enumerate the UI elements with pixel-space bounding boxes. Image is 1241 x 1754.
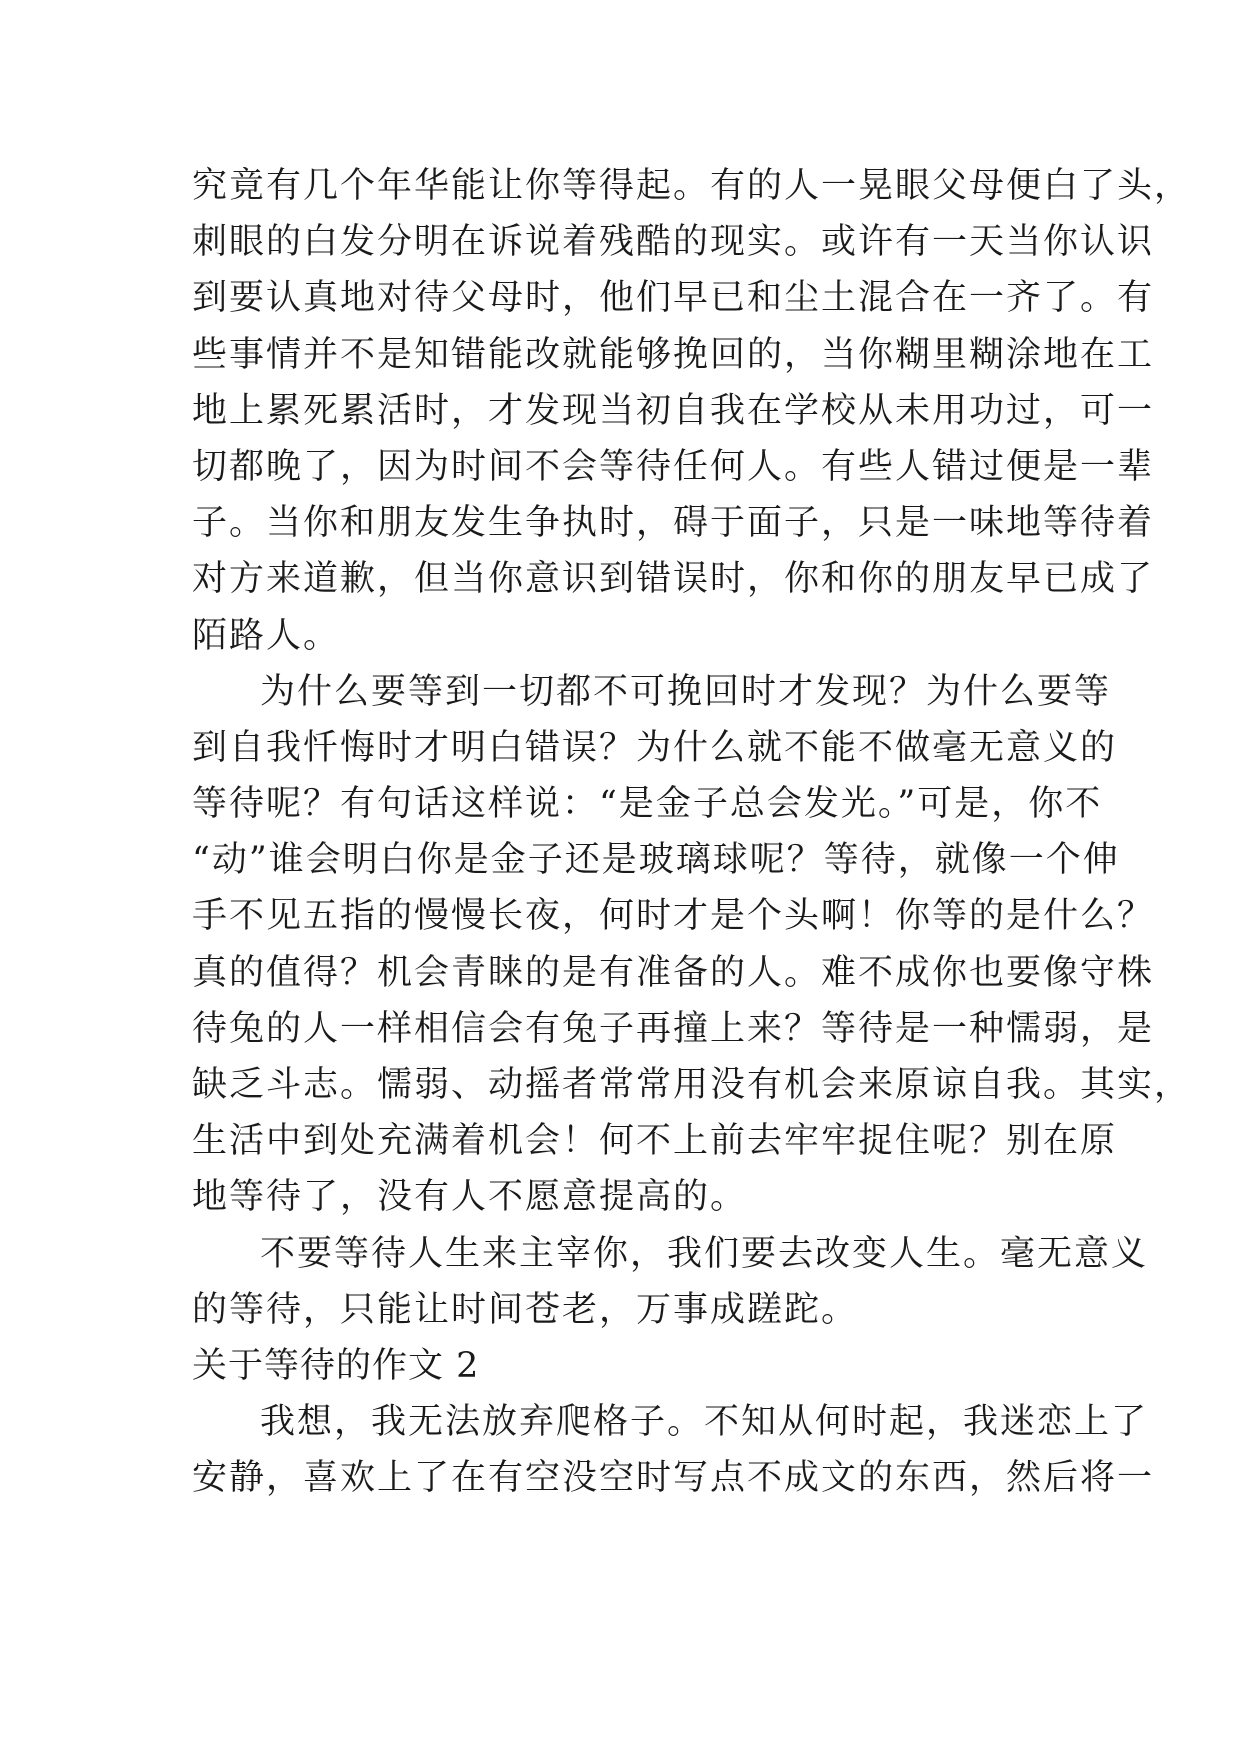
paragraph-1-line: 陌路人。 xyxy=(192,615,341,656)
document-body xyxy=(192,158,1192,1507)
paragraph-1-line: 到要认真地对待父母时，他们早已和尘土混合在一齐了。有 xyxy=(192,278,1155,319)
final-paragraph-line: 我想，我无法放弃爬格子。不知从何时起，我迷恋上了 xyxy=(260,1402,1149,1443)
paragraph-3-line: 的等待，只能让时间苍老，万事成蹉跎。 xyxy=(192,1289,859,1330)
paragraph-1-line: 刺眼的白发分明在诉说着残酷的现实。或许有一天当你认识 xyxy=(192,222,1155,263)
final-paragraph-line: 安静，喜欢上了在有空没空时写点不成文的东西，然后将一 xyxy=(192,1458,1155,1499)
paragraph-2-line: 生活中到处充满着机会！何不上前去牢牢捉住呢？别在原 xyxy=(192,1121,1118,1162)
paragraph-2-line: 缺乏斗志。懦弱、动摇者常常用没有机会来原谅自我。其实， xyxy=(192,1065,1192,1105)
paragraph-1-line: 究竟有几个年华能让你等得起。有的人一晃眼父母便白了头， xyxy=(192,166,1192,206)
section-heading: 关于等待的作文 2 xyxy=(192,1345,480,1386)
paragraph-1-line: 子。当你和朋友发生争执时，碍于面子，只是一味地等待着 xyxy=(192,503,1155,544)
paragraph-2-line: 真的值得？机会青睐的是有准备的人。难不成你也要像守株 xyxy=(192,952,1155,993)
paragraph-2-line: “动”谁会明白你是金子还是玻璃球呢？等待，就像一个伸 xyxy=(192,840,1120,881)
paragraph-2-line: 为什么要等到一切都不可挽回时才发现？为什么要等 xyxy=(260,671,1112,712)
paragraph-3-line: 不要等待人生来主宰你，我们要去改变人生。毫无意义 xyxy=(260,1233,1149,1274)
paragraph-2-line: 待兔的人一样相信会有兔子再撞上来？等待是一种懦弱，是 xyxy=(192,1008,1155,1049)
paragraph-1-line: 对方来道歉，但当你意识到错误时，你和你的朋友早已成了 xyxy=(192,559,1155,600)
paragraph-2-line: 地等待了，没有人不愿意提高的。 xyxy=(192,1177,748,1218)
paragraph-1-line: 些事情并不是知错能改就能够挽回的，当你糊里糊涂地在工 xyxy=(192,334,1155,375)
paragraph-2-line: 到自我忏悔时才明白错误？为什么就不能不做毫无意义的 xyxy=(192,727,1118,768)
paragraph-1-line: 地上累死累活时，才发现当初自我在学校从未用功过，可一 xyxy=(192,390,1155,431)
paragraph-2-line: 等待呢？有句话这样说：“是金子总会发光。”可是，你不 xyxy=(192,784,1103,825)
paragraph-1-line: 切都晚了，因为时间不会等待任何人。有些人错过便是一辈 xyxy=(192,446,1155,487)
paragraph-2-line: 手不见五指的慢慢长夜，何时才是个头啊！你等的是什么？ xyxy=(192,896,1155,937)
